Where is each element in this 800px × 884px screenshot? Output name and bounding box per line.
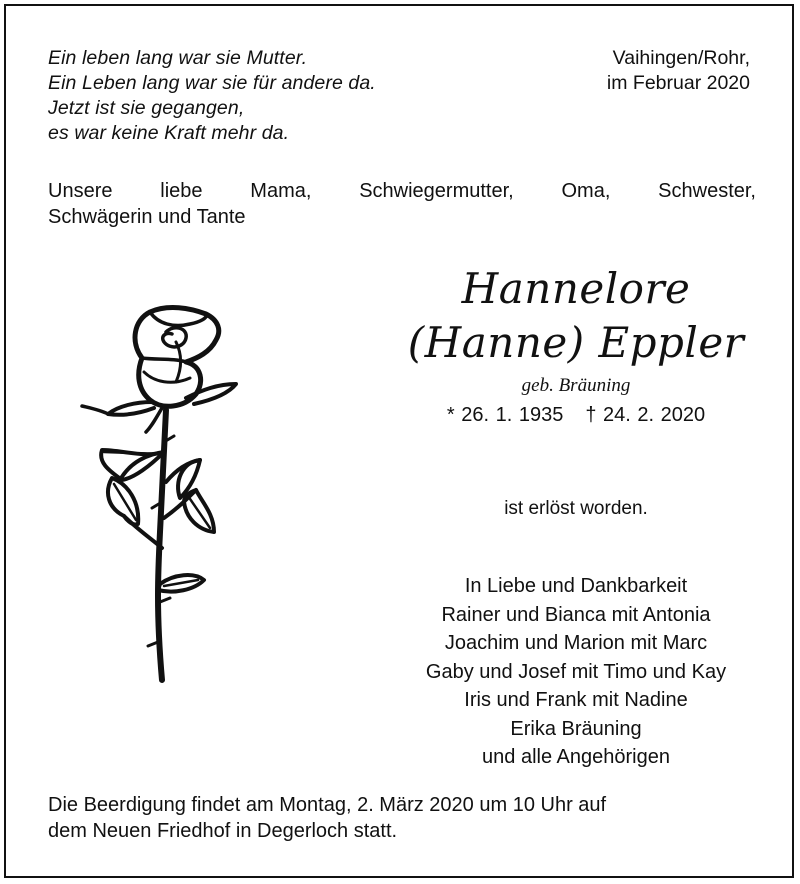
poem-line: es war keine Kraft mehr da. (48, 122, 290, 144)
place: Vaihingen/Rohr, (612, 47, 750, 69)
mourner-line: Erika Bräuning (510, 717, 642, 740)
death-date: † 24. 2. 2020 (585, 404, 706, 426)
funeral-info (48, 792, 760, 844)
mourner-line: Joachim und Marion mit Marc (444, 632, 708, 654)
funeral-line-1: Die Beerdigung findet am Montag, 2. März 2020 um 10 Uhr auf (48, 794, 607, 816)
intro-line-1: Unsere liebe Mama, Schwiegermutter, Oma, Schwester, (48, 180, 756, 202)
funeral-line-2: dem Neuen Friedhof in Degerloch statt. (48, 820, 398, 842)
mourner-line: In Liebe und Dankbarkeit (464, 575, 688, 597)
mourner-line: Rainer und Bianca mit Antonia (441, 603, 711, 626)
released-text: ist erlöst worden. (504, 498, 648, 519)
intro-line-2: Schwägerin und Tante (48, 206, 246, 228)
date: im Februar 2020 (606, 72, 750, 94)
deceased-first-name: Hannelore (461, 264, 691, 313)
life-dates (386, 402, 766, 428)
birth-date: * 26. 1. 1935 (446, 404, 564, 426)
poem-line: Ein Leben lang war sie für andere da. (48, 72, 376, 94)
poem-line: Jetzt ist sie gegangen, (48, 97, 245, 119)
poem (48, 46, 376, 146)
poem-line: Ein leben lang war sie Mutter. (48, 47, 308, 69)
birth-name: geb. Bräuning (521, 375, 631, 396)
place-date (607, 46, 750, 96)
intro-text (48, 178, 756, 230)
mourners-list (346, 572, 800, 772)
rose-icon (78, 302, 248, 686)
mourner-line: Iris und Frank mit Nadine (464, 689, 688, 711)
mourner-line: Gaby und Josef mit Timo und Kay (425, 660, 727, 683)
mourner-line: und alle Angehörigen (482, 746, 670, 768)
deceased-full-name: (Hanne) Eppler (407, 318, 745, 367)
obituary-notice (4, 4, 794, 878)
deceased-block (386, 262, 766, 428)
